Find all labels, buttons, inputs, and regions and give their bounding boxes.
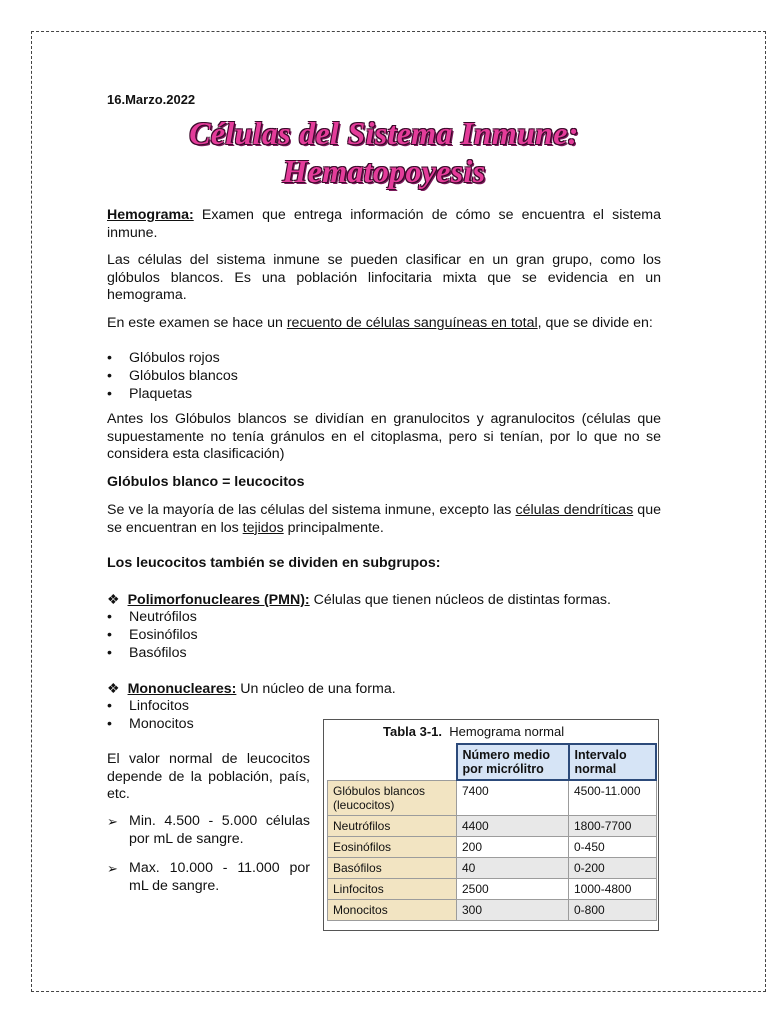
heading-leucocitos: Glóbulos blanco = leucocitos xyxy=(107,474,305,490)
hemograma-definition xyxy=(107,207,661,242)
paragraph-4: Antes los Glóbulos blancos se dividían en granulocitos y agranulocitos (células que supuestamente no tenía gránulos en el citoplasma, pero si tenían, por lo que no se considera esta clasificación) xyxy=(107,411,661,462)
blood-cell-list xyxy=(107,349,507,403)
paragraph-3-text-a: En este examen se hace un xyxy=(107,315,287,331)
mono-term: Mononucleares: xyxy=(127,681,237,697)
table-header-mean: Número medio por micrólitro xyxy=(457,744,569,780)
table-cell-name: Neutrófilos xyxy=(328,815,457,836)
arrow-item-max xyxy=(107,860,310,895)
pmn-text: Células que tienen núcleos de distintas formas. xyxy=(309,592,611,608)
table-row xyxy=(328,836,657,857)
table-cell-mean: 4400 xyxy=(457,815,569,836)
pmn-line xyxy=(107,591,661,610)
table-cell-mean: 200 xyxy=(457,836,569,857)
table-row xyxy=(328,899,657,920)
table-row xyxy=(328,815,657,836)
table-row xyxy=(328,857,657,878)
paragraph-5-text-a: Se ve la mayoría de las células del sistema inmune, excepto las xyxy=(107,502,516,518)
diamond-bullet-icon: ❖ xyxy=(107,591,120,607)
paragraph-5 xyxy=(107,502,661,537)
arrow-bullet-icon: ➢ xyxy=(107,814,118,829)
table-cell-range: 1000-4800 xyxy=(569,878,657,899)
table-cell-mean: 7400 xyxy=(457,780,569,815)
diamond-bullet-icon: ❖ xyxy=(107,680,120,696)
table-cell-range: 0-800 xyxy=(569,899,657,920)
hemograma-table xyxy=(327,743,657,921)
paragraph-2: Las células del sistema inmune se pueden clasificar en un gran grupo, como los glóbulos blancos. Es una población linfocitaria mixta que se evidencia en un hemograma. xyxy=(107,252,661,303)
table-cell-mean: 300 xyxy=(457,899,569,920)
table-cell-range: 0-450 xyxy=(569,836,657,857)
paragraph-5-underlined-1: células dendríticas xyxy=(515,502,634,518)
table-cell-mean: 2500 xyxy=(457,878,569,899)
paragraph-3-underlined: recuento de células sanguíneas en total xyxy=(286,315,538,331)
table-row xyxy=(328,780,657,815)
table-row xyxy=(328,878,657,899)
table-header-row xyxy=(328,744,657,780)
table-cell-mean: 40 xyxy=(457,857,569,878)
table-cell-name: Glóbulos blancos (leucocitos) xyxy=(328,780,457,815)
page-title-line-2: Hematopoyesis xyxy=(282,153,486,189)
hemograma-table-figure xyxy=(323,719,659,931)
mono-list xyxy=(107,697,307,733)
arrow-item-min xyxy=(107,813,310,848)
table-caption xyxy=(383,724,655,739)
arrow-item-min-text: Min. 4.500 - 5.000 células por mL de sangre. xyxy=(129,813,310,847)
table-cell-name: Basófilos xyxy=(328,857,457,878)
table-cell-name: Linfocitos xyxy=(328,878,457,899)
table-cell-name: Monocitos xyxy=(328,899,457,920)
list-item: • Basófilos xyxy=(107,644,507,662)
date: 16.Marzo.2022 xyxy=(107,92,196,107)
list-item: • Monocitos xyxy=(107,715,307,733)
list-item: • Neutrófilos xyxy=(107,608,507,626)
list-item: • Linfocitos xyxy=(107,697,307,715)
hemograma-term: Hemograma: xyxy=(107,207,194,223)
table-cell-range: 1800-7700 xyxy=(569,815,657,836)
paragraph-5-text-c: principalmente. xyxy=(283,519,384,536)
list-item: • Eosinófilos xyxy=(107,626,507,644)
paragraph-3 xyxy=(107,315,661,333)
heading-subgroups: Los leucocitos también se dividen en subgrupos: xyxy=(107,555,441,571)
table-cell-range: 0-200 xyxy=(569,857,657,878)
table-corner xyxy=(328,744,457,780)
table-caption-text: Hemograma normal xyxy=(449,724,565,739)
table-cell-name: Eosinófilos xyxy=(328,836,457,857)
list-item: • Glóbulos blancos xyxy=(107,367,507,385)
mono-line xyxy=(107,680,661,699)
pmn-list xyxy=(107,608,507,662)
list-item: • Plaquetas xyxy=(107,385,507,403)
table-cell-range: 4500-11.000 xyxy=(569,780,657,815)
paragraph-3-text-b: , que se divide en: xyxy=(537,315,653,331)
paragraph-5-text-b: que se encuentran en los xyxy=(107,502,661,536)
table-header-range: Intervalo normal xyxy=(569,744,657,780)
arrow-bullet-icon: ➢ xyxy=(107,861,118,876)
page-title-line-1: Células del Sistema Inmune: xyxy=(189,115,579,151)
list-item: • Glóbulos rojos xyxy=(107,349,507,367)
paragraph-6: El valor normal de leucocitos depende de la población, país, etc. xyxy=(107,751,310,802)
table-caption-number: Tabla 3-1. xyxy=(383,724,443,739)
paragraph-5-underlined-2: tejidos xyxy=(242,519,284,536)
hemograma-text: Examen que entrega información de cómo se encuentra el sistema inmune. xyxy=(107,207,661,241)
arrow-item-max-text: Max. 10.000 - 11.000 por mL de sangre. xyxy=(129,860,310,894)
pmn-term: Polimorfonucleares (PMN): xyxy=(127,592,310,608)
mono-text: Un núcleo de una forma. xyxy=(236,681,396,697)
